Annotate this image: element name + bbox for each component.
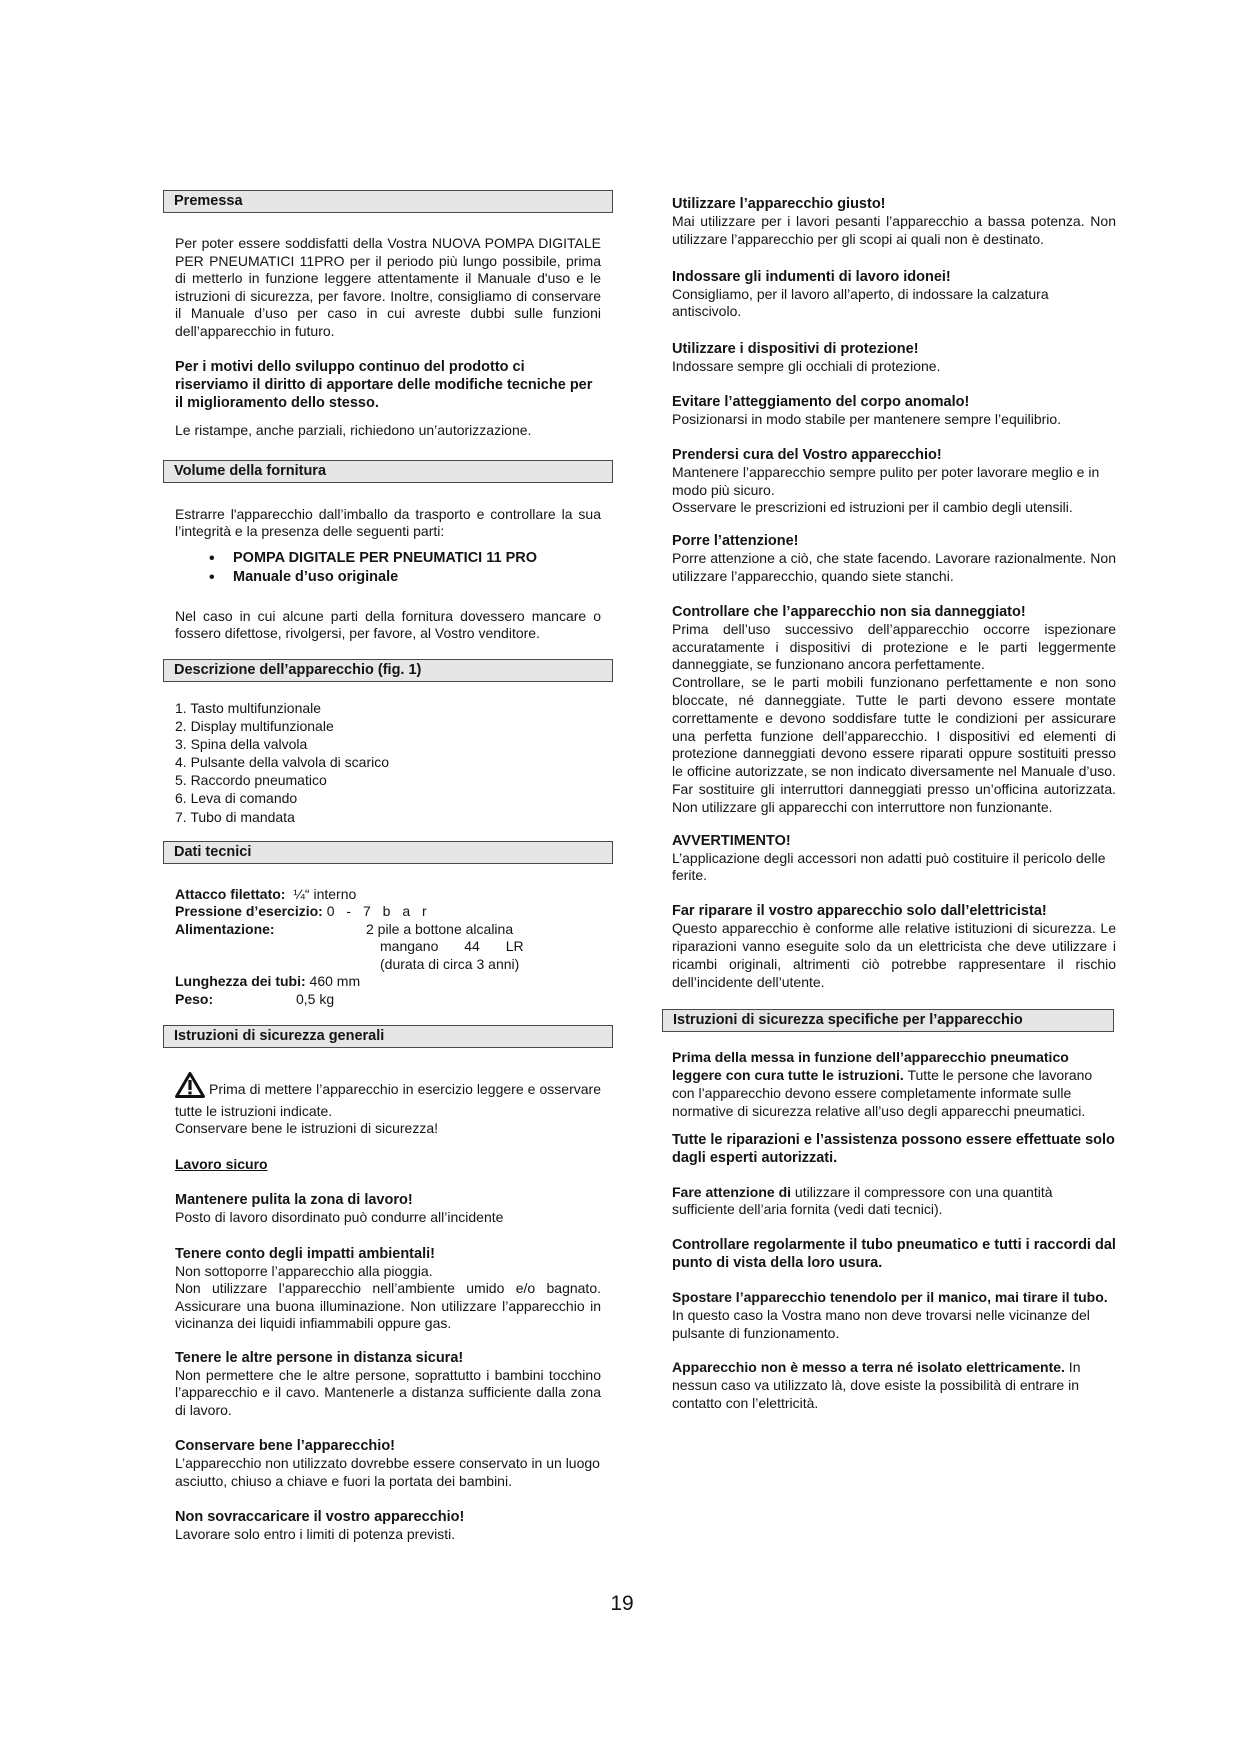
spec-peso (175, 991, 601, 1009)
section-body-specifiche (662, 1032, 1116, 1413)
spec-label: Peso: (175, 990, 214, 1007)
list-item: 1. Tasto multifunzionale (175, 699, 322, 716)
spec-value: ¼“ interno (293, 885, 357, 902)
rule-heading: AVVERTIMENTO! (672, 832, 791, 849)
section-header-specifiche: Istruzioni di sicurezza specifiche per l’apparecchio (662, 1009, 1114, 1032)
rule-heading: Utilizzare l’apparecchio giusto! (672, 196, 886, 212)
spec-rule (672, 1289, 1116, 1342)
section-header-premessa: Premessa (163, 190, 613, 213)
rule-text: Indossare sempre gli occhiali di protezione. (672, 358, 941, 375)
rule-text: Questo apparecchio è conforme alle relative istituzioni di sicurezza. Le riparazioni vanno eseguite solo da un elettricista che deve utilizzare i ricambi originali, altrimenti ciò potrebbe rappresentare il rischio dell’incidente dell’utente. (672, 920, 1116, 990)
rule-heading: Conservare bene l’apparecchio! (175, 1438, 395, 1455)
volume-paragraph: Estrarre l'apparecchio dall’imballo da trasporto e controllare la sua l’integrità e la presenza delle seguenti parti: (175, 505, 601, 539)
warning-triangle-icon (175, 1072, 205, 1103)
rule-heading: Indossare gli indumenti di lavoro idonei! (672, 268, 951, 285)
rule-heading: Mantenere pulita la zona di lavoro! (175, 1192, 413, 1209)
rule-heading: Tenere le altre persone in distanza sicura! (175, 1349, 464, 1366)
spec-value: mangano 44 LR (380, 938, 524, 955)
rule-text: Consigliamo, per il lavoro all’aperto, di indossare la calzatura antiscivolo. (672, 285, 1049, 320)
warning-paragraph (175, 1072, 601, 1120)
rule-text: Lavorare solo entro i limiti di potenza previsti. (175, 1526, 456, 1543)
spec-label: Attacco filettato: (175, 885, 286, 902)
spec-label: Alimentazione: (175, 920, 275, 937)
parts-list (175, 549, 601, 587)
section-header-descrizione: Descrizione dell’apparecchio (fig. 1) (163, 659, 613, 682)
spec-pressione (175, 903, 601, 921)
spec-value: 0 - 7 b a r (326, 903, 431, 920)
component-list (175, 700, 601, 827)
rule-text: Non permettere che le altre persone, soprattutto i bambini tocchino l’apparecchio e il cavo. Mantenerle a distanza sufficiente dalla zona di lavoro. (175, 1366, 601, 1418)
rule-heading: Porre l’attenzione! (672, 533, 799, 550)
spec-rule-bold: Spostare l’apparecchio tenendolo per il manico, mai tirare il tubo. (672, 1289, 1108, 1306)
right-column (662, 195, 1116, 1413)
list-item: 7. Tubo di mandata (175, 808, 295, 825)
volume-missing-note: Nel caso in cui alcune parti della fornitura dovessero mancare o fossero difettose, rivolgersi, per favore, al Vostro venditore. (175, 607, 601, 641)
rule-heading: Far riparare il vostro apparecchio solo dall’elettricista! (672, 903, 1047, 920)
spec-value: 460 mm (309, 973, 361, 990)
spec-rule (672, 1359, 1116, 1412)
spec-rule-bold: Prima della messa in funzione dell’apparecchio pneumatico leggere con cura tutte le istruzioni. (672, 1049, 1069, 1084)
premessa-paragraph: Per poter essere soddisfatti della Vostra NUOVA POMPA DIGITALE PER PNEUMATICI 11PRO per il periodo più lungo possibile, prima di metterlo in funzione leggere attentamente il Manuale d'uso e le istruzioni di sicurezza, per favore. Inoltre, consigliamo di conservare il Manuale d’uso per caso in cui avreste dubbi sulle funzioni dell’apparecchio in futuro. (175, 235, 601, 339)
rule-text: Controllare, se le parti mobili funzionano perfettamente e non sono bloccate, né danneggiate. Tutte le parti devono essere montate correttamente e devono soddisfare tutte le condizioni per assicurare una perfetta funzione dell’apparecchio. I dispositivi ed elementi di protezione danneggiati devono essere riparati oppure sostituiti presso le officine autorizzate, se non indicato diversamente nel Manuale d’uso. Far sostituire gli interruttori danneggiati presso un’officina autorizzata. Non utilizzare gli apparecchi con interruttore non funzionante. (672, 674, 1116, 815)
rule-text: L’applicazione degli accessori non adatti può costituire il pericolo delle ferite. (672, 849, 1106, 884)
left-column (163, 190, 613, 1544)
rule-text: Posizionarsi in modo stabile per mantenere sempre l’equilibrio. (672, 410, 1062, 427)
rule-text: Osservare le prescrizioni ed istruzioni per il cambio degli utensili. (672, 499, 1073, 516)
section-body-volume (163, 483, 613, 643)
warning-conserve: Conservare bene le istruzioni di sicurezza! (175, 1120, 439, 1137)
list-item: • Manuale d’uso originale (233, 568, 601, 587)
rule-text: Non sottoporre l’apparecchio alla pioggia. (175, 1262, 433, 1279)
list-item: 5. Raccordo pneumatico (175, 772, 327, 789)
list-item: • POMPA DIGITALE PER PNEUMATICI 11 PRO (233, 549, 601, 568)
spec-rule-text: In questo caso la Vostra mano non deve trovarsi nelle vicinanze del pulsante di funzionamento. (672, 1306, 1090, 1341)
rule-text: Porre attenzione a ciò, che state facendo. Lavorare razionalmente. Non utilizzare l’apparecchio, quando siete stanchi. (672, 550, 1116, 584)
list-item: 6. Leva di comando (175, 790, 298, 807)
rule-text: Mai utilizzare per i lavori pesanti l’apparecchio a bassa potenza. Non utilizzare l’apparecchio per gli scopi ai quali non è destinato. (672, 213, 1116, 247)
section-header-dati: Dati tecnici (163, 841, 613, 864)
warning-text: Prima di mettere l’apparecchio in esercizio leggere e osservare tutte le istruzioni indicate. (175, 1081, 601, 1119)
rule-heading: Tenere conto degli impatti ambientali! (175, 1245, 435, 1262)
rule-heading: Prendersi cura del Vostro apparecchio! (672, 446, 942, 463)
section-header-istruzioni: Istruzioni di sicurezza generali (163, 1025, 613, 1048)
spec-rule (672, 1049, 1116, 1120)
list-item: 4. Pulsante della valvola di scarico (175, 754, 390, 771)
spec-rule-text: Tutte le persone che lavorano con l’apparecchio devono essere completamente informate sulle normative di sicurezza relative all’uso degli apparecchi pneumatici. (672, 1067, 1093, 1119)
list-item: 3. Spina della valvola (175, 735, 308, 752)
spec-rule-text: utilizzare il compressore con una quantità sufficiente dell’aria fornita (vedi dati tecnici). (672, 1183, 1053, 1218)
rule-text: L’apparecchio non utilizzato dovrebbe essere conservato in un luogo asciutto, chiuso a chiave e fuori la portata dei bambini. (175, 1455, 600, 1489)
spec-attacco (175, 886, 601, 904)
spec-rule-text: In nessun caso va utilizzato là, dove esiste la possibilità di entrare in contatto con l’elettricità. (672, 1359, 1081, 1412)
page-number: 19 (610, 1592, 634, 1615)
spec-lunghezza (175, 973, 601, 991)
spec-value: (durata di circa 3 anni) (380, 955, 520, 972)
right-rules (662, 195, 1116, 991)
spec-value: 2 pile a bottone alcalina (366, 920, 514, 937)
rule-heading: Evitare l’atteggiamento del corpo anomalo! (672, 393, 970, 410)
spec-value: 0,5 kg (296, 990, 335, 1007)
premessa-bold-note: Per i motivi dello sviluppo continuo del prodotto ci riserviamo il diritto di apportare delle modifiche tecniche per il miglioramento dello stesso. (175, 359, 593, 411)
spec-rule-bold: Tutte le riparazioni e l’assistenza possono essere effettuate solo dagli esperti autorizzati. (672, 1131, 1115, 1166)
premessa-reprint-note: Le ristampe, anche parziali, richiedono un’autorizzazione. (175, 422, 532, 438)
spec-rule-bold: Controllare regolarmente il tubo pneumatico e tutti i raccordi dal punto di vista della loro usura. (672, 1237, 1116, 1272)
section-body-premessa (163, 213, 613, 440)
section-body-istruzioni (163, 1048, 613, 1544)
list-item: 2. Display multifunzionale (175, 717, 334, 734)
rule-text: Posto di lavoro disordinato può condurre all’incidente (175, 1209, 504, 1226)
rule-text: Mantenere l’apparecchio sempre pulito per poter lavorare meglio e in modo più sicuro. (672, 463, 1100, 498)
spec-alimentazione (175, 921, 601, 939)
spec-rule-bold: Fare attenzione di (672, 1183, 792, 1200)
spec-rule-bold: Apparecchio non è messo a terra né isolato elettricamente. (672, 1359, 1065, 1376)
spec-label: Pressione d’esercizio: (175, 903, 323, 920)
section-body-dati (163, 864, 613, 1009)
spec-rule (672, 1184, 1116, 1220)
rule-text: Non utilizzare l’apparecchio nell’ambiente umido e/o bagnato. Assicurare una buona illuminazione. Non utilizzare l’apparecchio in vicinanza dei liquidi infiammabili oppure gas. (175, 1280, 601, 1332)
lavoro-sicuro-heading: Lavoro sicuro (175, 1155, 268, 1172)
section-body-descrizione (163, 682, 613, 827)
rule-text: Prima dell’uso successivo dell’apparecchio occorre ispezionare accuratamente i dispositivi di protezione e le parti leggermente danneggiate, se funzionano ancora perfettamente. (672, 620, 1116, 673)
rule-heading: Non sovraccaricare il vostro apparecchio! (175, 1509, 465, 1526)
rule-heading: Controllare che l’apparecchio non sia danneggiato! (672, 603, 1026, 620)
section-header-volume: Volume della fornitura (163, 460, 613, 483)
spec-label: Lunghezza dei tubi: (175, 973, 306, 990)
rule-heading: Utilizzare i dispositivi di protezione! (672, 341, 919, 358)
